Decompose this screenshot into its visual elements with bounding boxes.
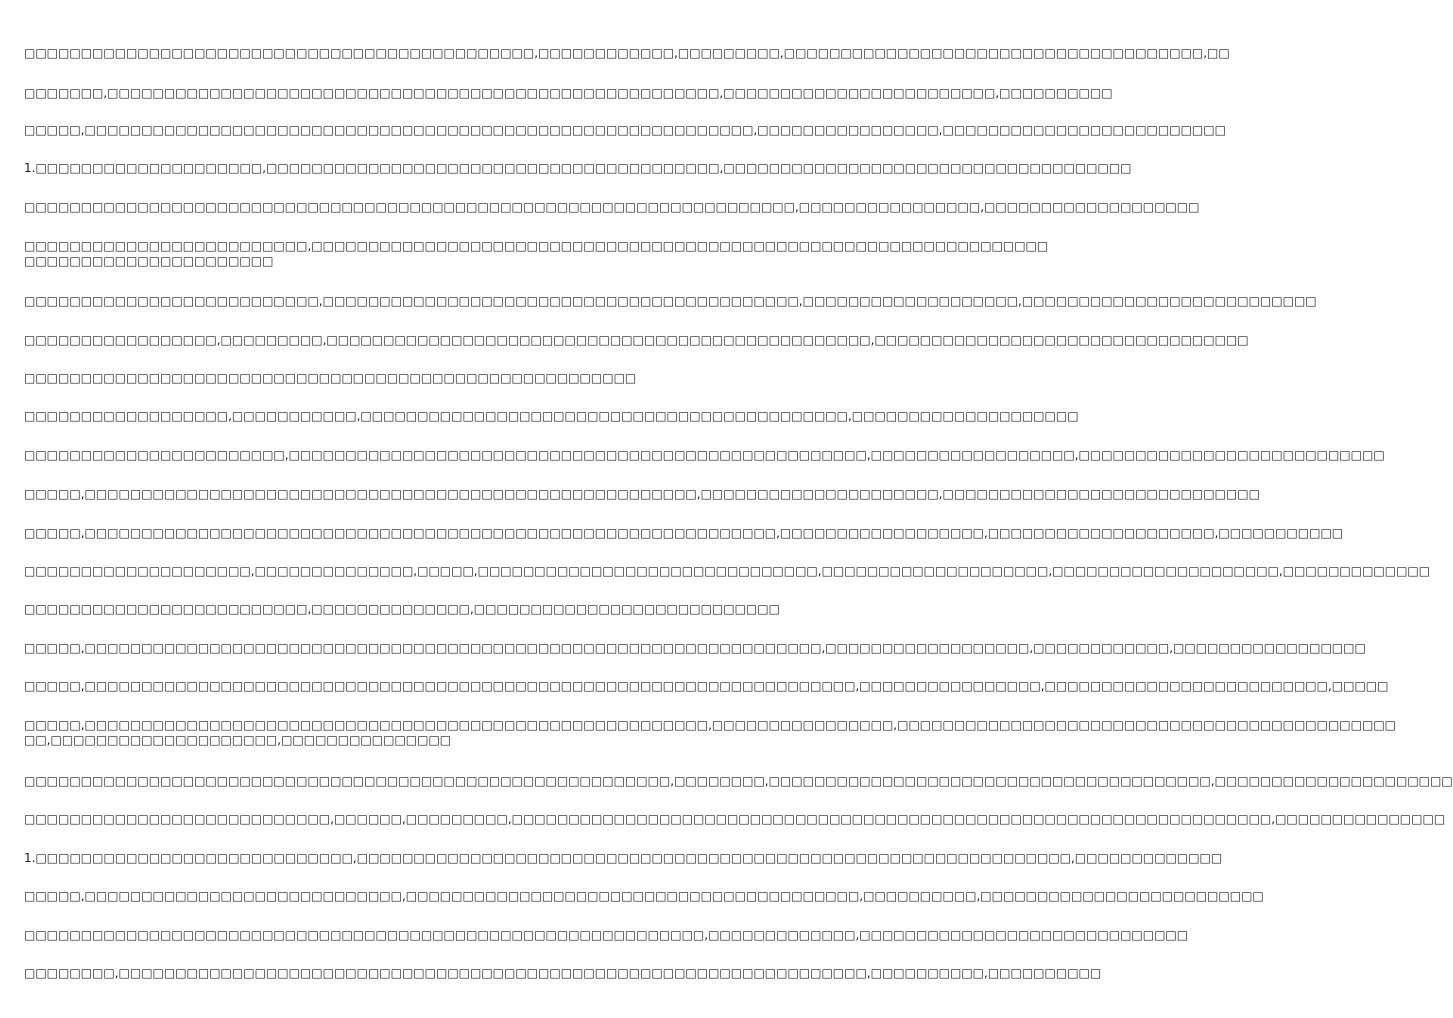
paragraph: □□□□□,□□□□□□□□□□□□□□□□□□□□□□□□□□□□□□□□□□□□□□□□□□□□□□□□□□□□□□□□□□□□□,□□□□□□□□□□□□□□□□□□,□□□□□□□□□□□□□□□□□□□□,□□□□□□□□□□□ — [24, 526, 1344, 540]
paragraph: □□□□□□□□□□□□□□□□□□□□□□□□□,□□□□□□□□□□□□□□,□□□□□□□□□□□□□□□□□□□□□□□□□□□ — [24, 602, 780, 616]
paragraph: □□□□□,□□□□□□□□□□□□□□□□□□□□□□□□□□□□,□□□□□□□□□□□□□□□□□□□□□□□□□□□□□□□□□□□□□□□□,□□□□□□□□□□,□□□□□□□□□□□□□□□□□□□□□□□□□ — [24, 889, 1264, 903]
paragraph: □□□□□,□□□□□□□□□□□□□□□□□□□□□□□□□□□□□□□□□□□□□□□□□□□□□□□□□□□□□□,□□□□□□□□□□□□□□□□□□□□□,□□□□□□□□□□□□□□□□□□□□□□□□□□□□ — [24, 487, 1260, 501]
paragraph: □□□□□□□,□□□□□□□□□□□□□□□□□□□□□□□□□□□□□□□□□□□□□□□□□□□□□□□□□□□□□□,□□□□□□□□□□□□□□□□□□□□□□□□,□□□□□□□□□□ — [24, 86, 1113, 100]
paragraph: □□□□□□□□□□□□□□□□□□□□□□□,□□□□□□□□□□□□□□□□□□□□□□□□□□□□□□□□□□□□□□□□□□□□□□□□□□□,□□□□□□□□□□□□□□□□□□,□□□□□□□□□□□□□□□□□□□□□□□□□□□ — [24, 448, 1385, 462]
paragraph: □□□□□□□□□□□□□□□□□□□□□□□□□,□□□□□□□□□□□□□□□□□□□□□□□□□□□□□□□□□□□□□□□□□□□□□□□□□□□□□□□□□□□□□□□□□ □□□□□□□□□□□□□□□□□□□□□□ — [24, 239, 1049, 268]
paragraph: □□□□□,□□□□□□□□□□□□□□□□□□□□□□□□□□□□□□□□□□□□□□□□□□□□□□□□□□□□□□□□□□□□□□□□□□□□,□□□□□□□□□□□□□□□□,□□□□□□□□□□□□□□□□□□□□□□□□□,□□□□□ — [24, 679, 1389, 693]
paragraph: □□□□□□□□□□□□□□□□□□□□□□□□□□□□□□□□□□□□□□□□□□□□□,□□□□□□□□□□□□,□□□□□□□□□,□□□□□□□□□□□□□□□□□□□□□□□□□□□□□□□□□□□□□,□□ — [24, 46, 1230, 60]
paragraph: □□□□□□□□□□□□□□□□□□,□□□□□□□□□□□,□□□□□□□□□□□□□□□□□□□□□□□□□□□□□□□□□□□□□□□□□□□,□□□□□□□□□□□□□□□□□□□□ — [24, 409, 1079, 423]
paragraph: □□□□□□□□,□□□□□□□□□□□□□□□□□□□□□□□□□□□□□□□□□□□□□□□□□□□□□□□□□□□□□□□□□□□□□□□□□□,□□□□□□□□□□,□□□□□□□□□□ — [24, 966, 1102, 980]
paragraph: □□□□□□□□□□□□□□□□□□□□□□□□□□□□□□□□□□□□□□□□□□□□□□□□□□□□□□ — [24, 371, 637, 385]
paragraph: □□□□□□□□□□□□□□□□□,□□□□□□□□□,□□□□□□□□□□□□□□□□□□□□□□□□□□□□□□□□□□□□□□□□□□□□□□□□,□□□□□□□□□□□□□□□□□□□□□□□□□□□□□□□□□ — [24, 333, 1249, 347]
paragraph: 1.□□□□□□□□□□□□□□□□□□□□,□□□□□□□□□□□□□□□□□□□□□□□□□□□□□□□□□□□□□□□□,□□□□□□□□□□□□□□□□□□□□□□□□□□□□□□□□□□□□ — [24, 161, 1132, 175]
paragraph: □□□□□□□□□□□□□□□□□□□□□□□□□□□□□□□□□□□□□□□□□□□□□□□□□□□□□□□□□□□□,□□□□□□□□□□□□□,□□□□□□□□□□□□□□□□□□□□□□□□□□□□□ — [24, 928, 1189, 942]
paragraph: □□□□□□□□□□□□□□□□□□□□□□□□□□□□□□□□□□□□□□□□□□□□□□□□□□□□□□□□□□□□□□□□□□□□,□□□□□□□□□□□□□□□□,□□□□□□□□□□□□□□□□□□□ — [24, 200, 1200, 214]
paragraph: □□□□□□□□□□□□□□□□□□□□□□□□□□□,□□□□□□,□□□□□□□□□,□□□□□□□□□□□□□□□□□□□□□□□□□□□□□□□□□□□□□□□□□□□□□□□□□□□□□□□□□□□□□□□□□□□,□□□□□□□□□□□□□□□ — [24, 812, 1446, 826]
paragraph: □□□□□,□□□□□□□□□□□□□□□□□□□□□□□□□□□□□□□□□□□□□□□□□□□□□□□□□□□□□□□□□□□,□□□□□□□□□□□□□□□□,□□□□□□□□□□□□□□□□□□□□□□□□□ — [24, 123, 1226, 137]
paragraph: □□□□□,□□□□□□□□□□□□□□□□□□□□□□□□□□□□□□□□□□□□□□□□□□□□□□□□□□□□□□□,□□□□□□□□□□□□□□□□,□□□□□□□□□□□□□□□□□□□□□□□□□□□□□□□□□□□□□□□□□□□□ □□,□□□□□□□□□□□□□□□□□□□□,□□□□□□□□□□□□□□□ — [24, 718, 1396, 747]
paragraph: □□□□□,□□□□□□□□□□□□□□□□□□□□□□□□□□□□□□□□□□□□□□□□□□□□□□□□□□□□□□□□□□□□□□□□□,□□□□□□□□□□□□□□□□□□,□□□□□□□□□□□□,□□□□□□□□□□□□□□□□□ — [24, 641, 1366, 655]
paragraph: □□□□□□□□□□□□□□□□□□□□,□□□□□□□□□□□□□□,□□□□□,□□□□□□□□□□□□□□□□□□□□□□□□□□□□□□,□□□□□□□□□□□□□□□□□□□□,□□□□□□□□□□□□□□□□□□□□,□□□□□□□□□□□□□ — [24, 564, 1431, 578]
paragraph: □□□□□□□□□□□□□□□□□□□□□□□□□□,□□□□□□□□□□□□□□□□□□□□□□□□□□□□□□□□□□□□□□□□□□,□□□□□□□□□□□□□□□□□□□,□□□□□□□□□□□□□□□□□□□□□□□□□□ — [24, 294, 1317, 308]
paragraph: □□□□□□□□□□□□□□□□□□□□□□□□□□□□□□□□□□□□□□□□□□□□□□□□□□□□□□□□□,□□□□□□□□,□□□□□□□□□□□□□□□□□□□□□□□□□□□□□□□□□□□□□□□,□□□□□□□□□□□□□□□□□□□□□ — [24, 774, 1453, 788]
paragraph: 1.□□□□□□□□□□□□□□□□□□□□□□□□□□□□,□□□□□□□□□□□□□□□□□□□□□□□□□□□□□□□□□□□□□□□□□□□□□□□□□□□□□□□□□□□□□□□,□□□□□□□□□□□□□ — [24, 851, 1223, 865]
